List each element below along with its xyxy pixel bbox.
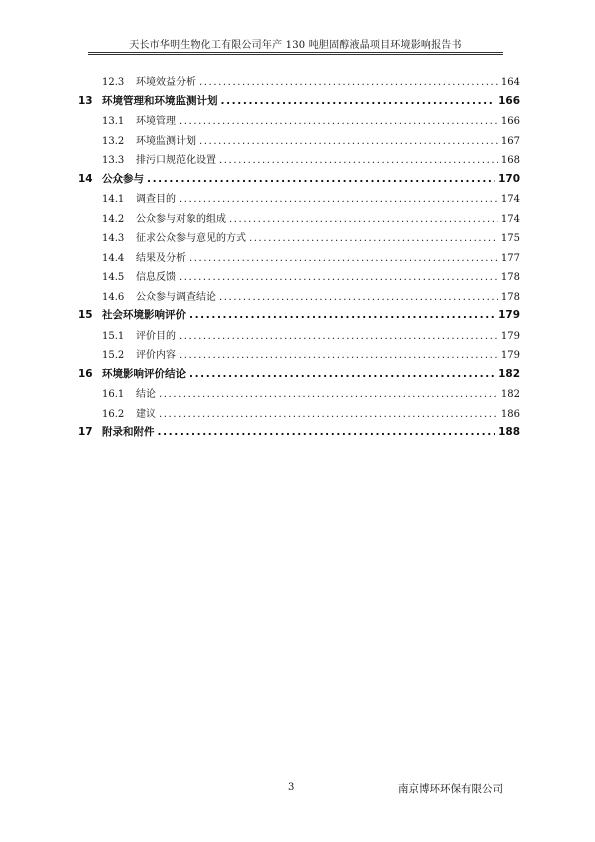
toc-entry-title: 公众参与 <box>102 172 144 185</box>
page-number: 3 <box>288 782 295 793</box>
toc-entry-page: 166 <box>498 94 520 107</box>
toc-entry-title: 社会环境影响评价 <box>102 309 186 321</box>
toc-entry-number: 15 <box>78 309 93 321</box>
toc-chapter-entry[interactable] <box>78 424 520 439</box>
toc-entry-page: 179 <box>500 330 520 342</box>
toc-entry-number: 13.1 <box>102 116 125 127</box>
toc-entry-page: 182 <box>498 367 520 380</box>
toc-entry-title: 环境影响评价结论 <box>102 367 186 380</box>
toc-dot-leader <box>199 77 498 88</box>
toc-entry-title: 公众参与调查结论 <box>136 291 216 303</box>
toc-dot-leader <box>179 116 498 127</box>
toc-section-entry[interactable] <box>102 385 520 400</box>
toc-entry-page: 188 <box>498 426 520 438</box>
toc-entry-number: 13.2 <box>102 135 125 147</box>
toc-dot-leader <box>147 173 495 185</box>
toc-chapter-entry[interactable] <box>78 366 520 381</box>
toc-section-entry[interactable] <box>102 327 520 342</box>
toc-section-entry[interactable] <box>102 288 520 303</box>
toc-entry-number: 15.1 <box>102 330 125 342</box>
toc-entry-number: 16.1 <box>102 389 125 400</box>
toc-entry-number: 16 <box>78 367 93 380</box>
toc-dot-leader <box>189 309 495 321</box>
toc-dot-leader <box>159 389 498 400</box>
toc-dot-leader <box>179 194 498 205</box>
toc-dot-leader <box>179 350 498 361</box>
toc-dot-leader <box>199 136 498 147</box>
toc-section-entry[interactable] <box>102 346 520 361</box>
table-of-contents <box>78 0 518 842</box>
toc-entry-number: 14.1 <box>102 194 125 205</box>
toc-entry-number: 14 <box>78 172 93 185</box>
toc-chapter-entry[interactable] <box>78 171 520 186</box>
toc-section-entry[interactable] <box>102 190 520 205</box>
toc-section-entry[interactable] <box>102 151 520 166</box>
toc-entry-page: 178 <box>500 291 520 303</box>
toc-dot-leader <box>179 272 498 283</box>
toc-entry-number: 15.2 <box>102 350 125 361</box>
toc-entry-page: 166 <box>500 116 520 127</box>
toc-entry-title: 环境监测计划 <box>136 135 196 147</box>
toc-entry-title: 环境管理和环境监测计划 <box>102 94 218 107</box>
toc-entry-page: 179 <box>498 309 520 321</box>
toc-entry-title: 附录和附件 <box>102 426 155 438</box>
toc-entry-page: 179 <box>500 350 520 361</box>
toc-entry-page: 186 <box>500 408 520 420</box>
toc-entry-page: 182 <box>500 389 520 400</box>
toc-entry-page: 164 <box>500 77 520 88</box>
toc-section-entry[interactable] <box>102 249 520 264</box>
toc-entry-title: 征求公众参与意见的方式 <box>136 233 246 244</box>
toc-entry-number: 17 <box>78 426 93 438</box>
toc-entry-page: 175 <box>500 233 520 244</box>
toc-entry-page: 177 <box>500 252 520 264</box>
toc-chapter-entry[interactable] <box>78 93 520 108</box>
toc-entry-title: 建议 <box>136 408 156 420</box>
toc-dot-leader <box>249 233 498 244</box>
toc-dot-leader <box>219 292 498 303</box>
toc-entry-number: 14.2 <box>102 213 125 225</box>
toc-entry-number: 13.3 <box>102 155 125 166</box>
toc-dot-leader <box>229 214 498 225</box>
toc-section-entry[interactable] <box>102 132 520 147</box>
toc-section-entry[interactable] <box>102 405 520 420</box>
toc-dot-leader <box>189 368 495 380</box>
toc-section-entry[interactable] <box>102 112 520 127</box>
toc-entry-number: 16.2 <box>102 408 125 420</box>
toc-entry-number: 14.5 <box>102 272 125 283</box>
toc-dot-leader <box>219 155 498 166</box>
toc-section-entry[interactable] <box>102 229 520 244</box>
toc-entry-title: 环境效益分析 <box>136 77 196 88</box>
toc-entry-title: 结果及分析 <box>136 252 186 264</box>
toc-entry-page: 168 <box>500 155 520 166</box>
toc-entry-title: 排污口规范化设置 <box>136 155 216 166</box>
toc-entry-page: 174 <box>500 213 520 225</box>
toc-entry-number: 14.6 <box>102 291 125 303</box>
toc-dot-leader <box>159 409 498 420</box>
toc-dot-leader <box>179 331 498 342</box>
toc-entry-page: 167 <box>500 135 520 147</box>
footer-company: 南京博环环保有限公司 <box>398 783 503 795</box>
document-header-title: 天长市华明生物化工有限公司年产 130 吨胆固醇液晶项目环境影响报告书 <box>129 40 462 51</box>
toc-section-entry[interactable] <box>102 210 520 225</box>
toc-dot-leader <box>158 426 496 438</box>
toc-entry-title: 评价内容 <box>136 350 176 361</box>
toc-entry-title: 公众参与对象的组成 <box>136 213 226 225</box>
toc-entry-number: 12.3 <box>102 77 125 88</box>
toc-entry-page: 174 <box>500 194 520 205</box>
toc-entry-page: 178 <box>500 272 520 283</box>
toc-entry-title: 结论 <box>136 389 156 400</box>
toc-section-entry[interactable] <box>102 73 520 88</box>
toc-entry-number: 14.4 <box>102 252 125 264</box>
toc-entry-title: 评价目的 <box>136 330 176 342</box>
toc-section-entry[interactable] <box>102 268 520 283</box>
toc-entry-title: 信息反馈 <box>136 272 176 283</box>
toc-dot-leader <box>189 253 498 264</box>
toc-dot-leader <box>221 95 496 107</box>
toc-entry-number: 13 <box>78 94 93 107</box>
toc-entry-number: 14.3 <box>102 233 125 244</box>
toc-entry-title: 调查目的 <box>136 194 176 205</box>
toc-chapter-entry[interactable] <box>78 307 520 322</box>
toc-entry-page: 170 <box>498 172 520 185</box>
toc-entry-title: 环境管理 <box>136 116 176 127</box>
